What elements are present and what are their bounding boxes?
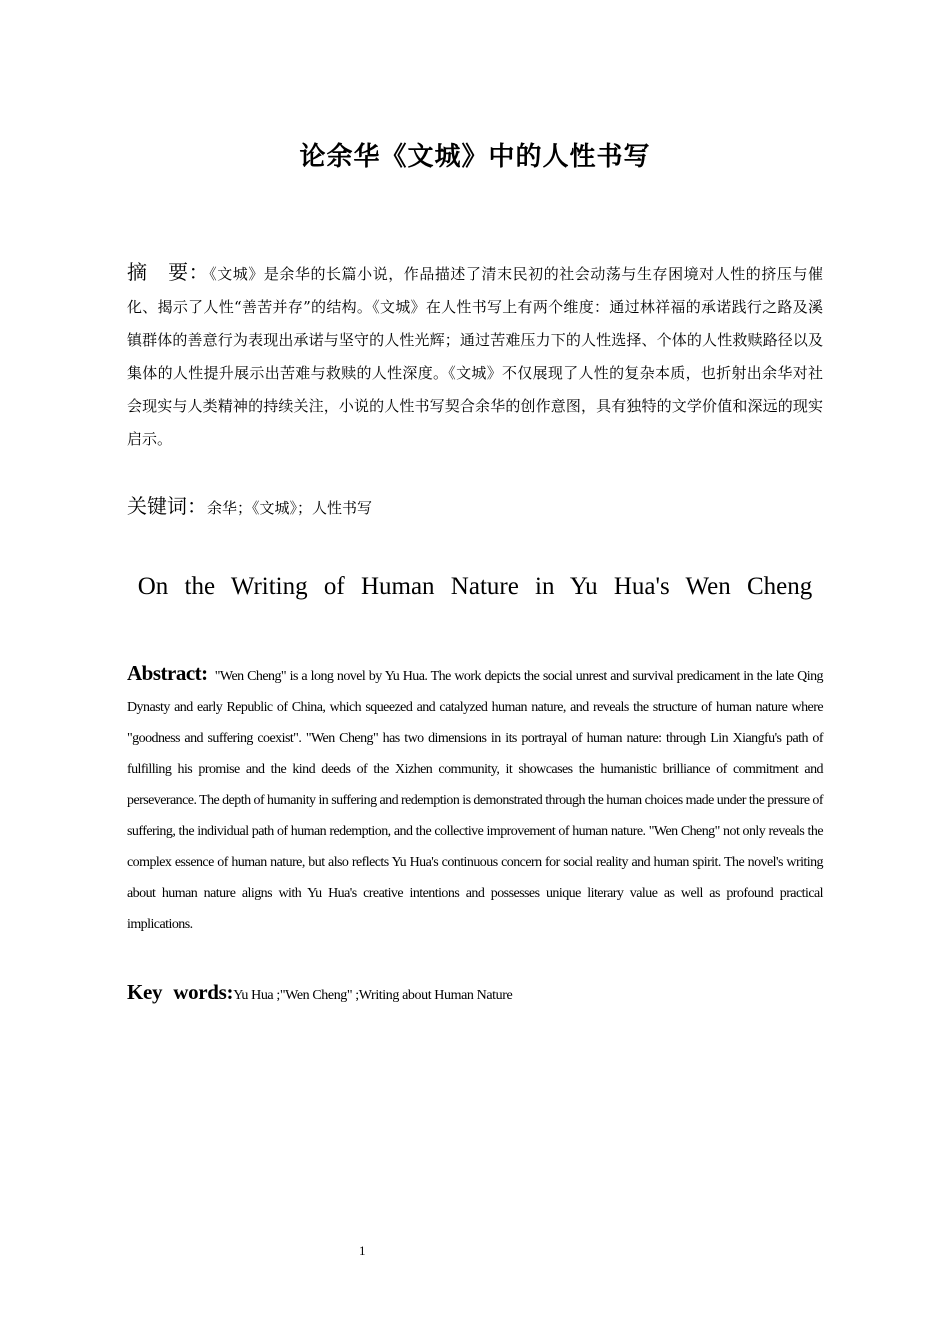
chinese-keywords [127,489,372,525]
chinese-keywords-label: 关键词： [127,494,207,518]
chinese-abstract [127,256,823,456]
chinese-keywords-text: 余华；《文城》；人性书写 [207,499,373,517]
english-abstract [127,658,823,940]
chinese-abstract-label: 摘 要： [127,260,210,284]
english-keywords [127,980,512,1005]
english-title: On the Writing of Human Nature in Yu Hua's Wen Cheng [137,573,813,600]
english-abstract-text: "Wen Cheng" is a long novel by Yu Hua. The work depicts the social unrest and survival predicament in the late Qing Dynasty and early Republic of China, which squeezed and catalyzed human nature, and reveals the structure of human nature where "goodness and suffering coexist". "Wen Cheng" has two dimensions in its portrayal of human nature: through Lin Xiangfu's path of fulfilling his promise and the kind deeds of the Xizhen community, it showcases the humanistic brilliance of commitment and perseverance. The depth of humanity in suffering and redemption is demonstrated through the human choices made under the pressure of suffering, the individual path of human redemption, and the collective improvement of human nature. "Wen Cheng" not only reveals the complex essence of human nature, but also reflects Yu Hua's continuous concern for social reality and human spirit. The novel's writing about human nature aligns with Yu Hua's creative intentions and possesses unique literary value as well as profound practical implications. [127,669,823,932]
english-abstract-label: Abstract: [127,661,208,685]
page-number: 1 [359,1243,366,1258]
english-keywords-label: Key words: [127,980,234,1004]
english-keywords-text: Yu Hua ;"Wen Cheng" ;Writing about Human Nature [233,988,513,1003]
chinese-abstract-text: 《文城》是余华的长篇小说，作品描述了清末民初的社会动荡与生存困境对人性的挤压与催化、揭示了人性“善苦并存”的结构。《文城》在人性书写上有两个维度：通过林祥福的承诺践行之路及溪镇群体的善意行为表现出承诺与坚守的人性光辉；通过苦难压力下的人性选择、个体的人性救赎路径以及集体的人性提升展示出苦难与救赎的人性深度。《文城》不仅展现了人性的复杂本质，也折射出余华对社会现实与人类精神的持续关注，小说的人性书写契合余华的创作意图，具有独特的文学价值和深远的现实启示。 [127,265,823,448]
chinese-title: 论余华《文城》中的人性书写 [299,142,651,172]
